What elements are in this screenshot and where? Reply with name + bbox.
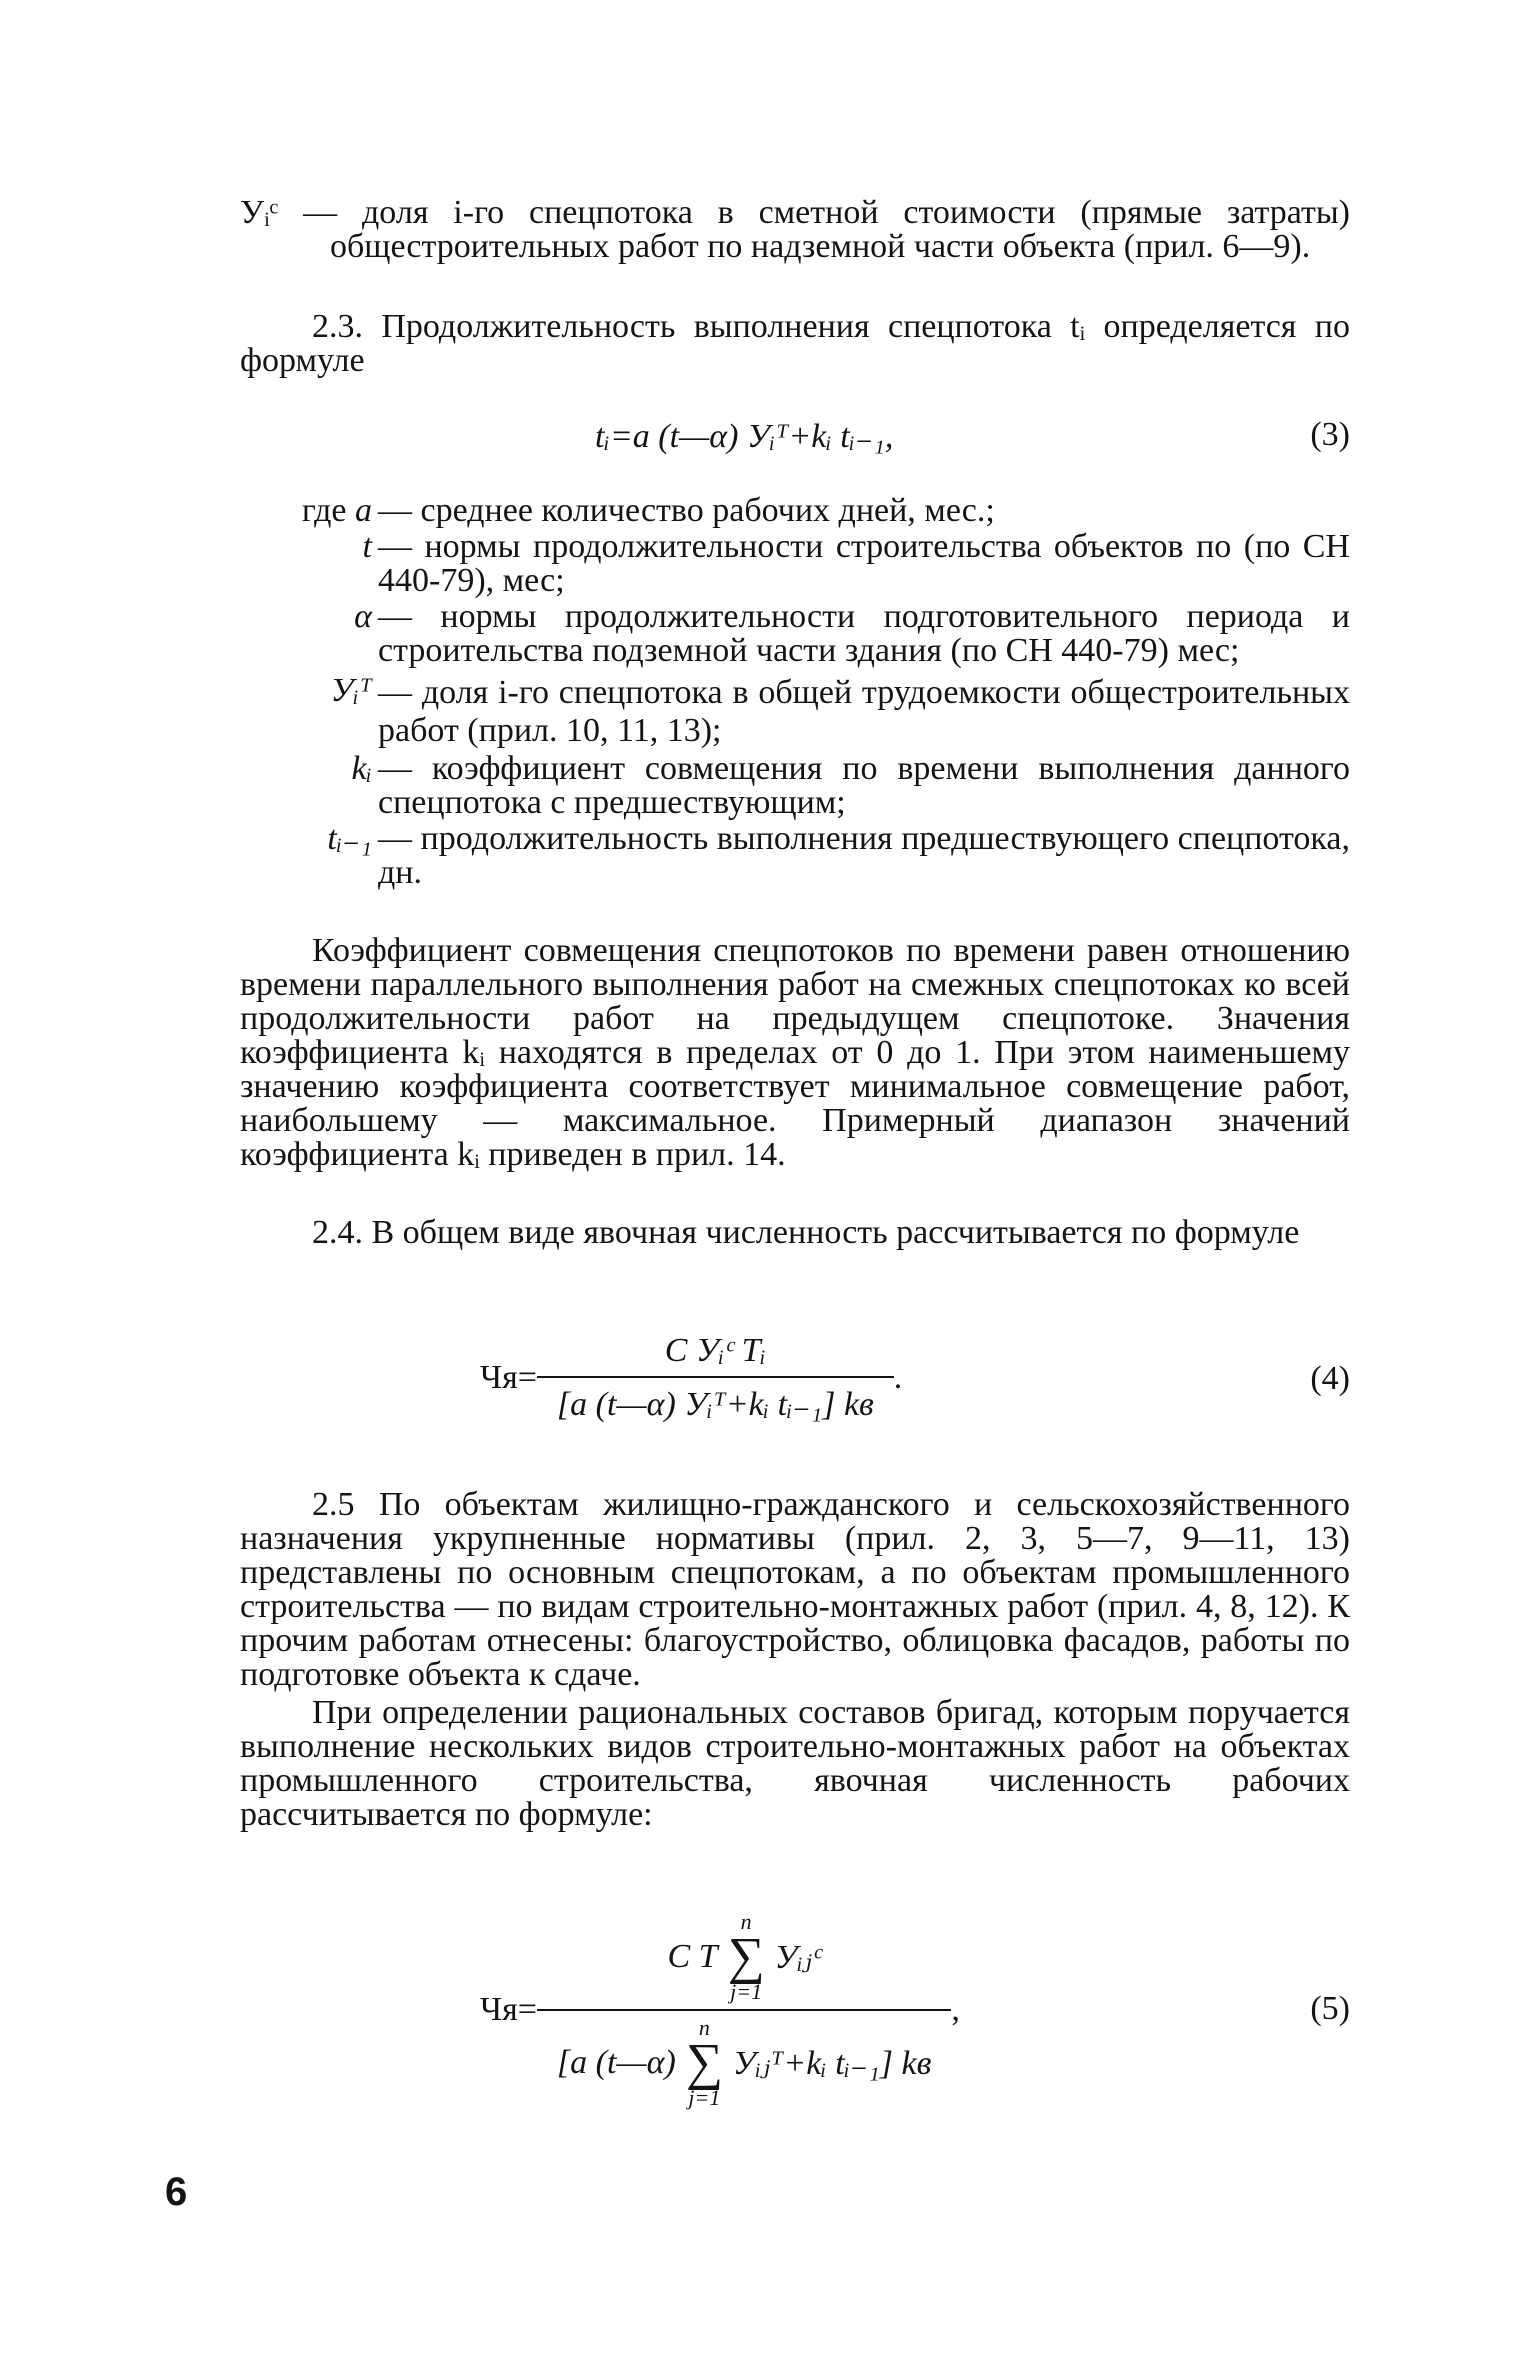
definition-text: — продолжительность выполнения предшествующего спецпотока, дн.: [378, 820, 1350, 891]
definition-row: [240, 752, 1350, 820]
definition-row: [240, 494, 1350, 528]
summation-symbol: n ∑ j=1: [727, 1909, 765, 2004]
formula-5-den-prefix: [a (t—α): [556, 2044, 676, 2081]
formula-5-number: (5): [1310, 1990, 1350, 2027]
formula-5-den-term: Уᵢⱼᵀ+kᵢ tᵢ₋₁] kв: [732, 2045, 932, 2082]
formula-5-num-term: Уᵢⱼᶜ: [774, 1939, 821, 1976]
section-2-5: [240, 1488, 1350, 1692]
definition-text: — нормы продолжительности подготовительного периода и строительства подземной части здания (по СН 440-79) мес;: [378, 598, 1350, 669]
sum-upper-limit: n: [740, 1909, 752, 1934]
formula-3-expression: tᵢ=a (t—α) Уᵢᵀ+kᵢ tᵢ₋₁,: [595, 418, 894, 455]
formula-5-numerator: [647, 1911, 840, 2009]
brigades-paragraph: [240, 1696, 1350, 1832]
formula-4-number: (4): [1310, 1360, 1350, 1397]
coefficient-paragraph: [240, 934, 1350, 1172]
definition-symbol: tᵢ₋₁: [327, 820, 372, 857]
definition-text: — среднее количество рабочих дней, мес.;: [378, 492, 995, 529]
where-label: где: [301, 492, 347, 529]
definition-text: — коэффициент совмещения по времени выполнения данного спецпотока с предшествующим;: [378, 750, 1350, 821]
definition-symbol: Уᵢᵀ: [330, 672, 372, 709]
sum-lower-limit: j=1: [688, 2085, 721, 2110]
sum-lower-limit: j=1: [730, 1979, 763, 2004]
section-2-4-text: 2.4. В общем виде явочная численность рассчитывается по формуле: [312, 1214, 1300, 1251]
definitions-list: [240, 494, 1350, 890]
page-number: 6: [165, 2170, 188, 2214]
formula-5-num-prefix: С T: [667, 1938, 718, 1975]
formula-5-denominator: [537, 2009, 951, 2109]
definition-row: [240, 822, 1350, 890]
definition-row: [240, 674, 1350, 750]
definition-row: [240, 530, 1350, 598]
formula-4: Чя= $\frac{\text{С Уᵢᶜ Tᵢ}}{\text{[a (t—α) Уᵢᵀ+kᵢ tᵢ₋₁] kв}}$ . (4): [480, 1332, 1350, 1423]
definition-text: — нормы продолжительности строительства объектов по (по СН 440-79), мес;: [378, 528, 1350, 599]
section-2-5-text: 2.5 По объектам жилищно-гражданского и сельскохозяйственного назначения укрупненные нормативы (прил. 2, 3, 5—7, 9—11, 13) представлены по основным спецпотокам, а по объектам промышленного строительства — по видам строительно-монтажных работ (прил. 4, 8, 12). К прочим работам отнесены: благоустройство, облицовка фасадов, работы по подготовке объекта к сдаче.: [240, 1486, 1350, 1693]
definition-symbol: α: [354, 598, 372, 635]
definition-symbol: t: [362, 528, 372, 565]
formula-3-number: (3): [1310, 416, 1350, 453]
definition-text: — доля i-го спецпотока в общей трудоемкости общестроительных работ (прил. 10, 11, 13);: [378, 674, 1350, 749]
formula-5: Чя= С T n ∑ j=1 Уᵢⱼᶜ [a (t—α) n ∑ j=1 Уᵢⱼᵀ+kᵢ tᵢ₋₁] kв , (5): [480, 1909, 1350, 2110]
section-2-3: [240, 310, 1350, 378]
formula-5-lhs: Чя=: [480, 1991, 537, 2028]
section-2-3-text: 2.3. Продолжительность выполнения спецпотока tᵢ определяется по формуле: [240, 308, 1350, 379]
definition-symbol: a: [355, 492, 372, 529]
section-2-4: [240, 1216, 1350, 1250]
intro-definition: [240, 196, 1350, 264]
sum-upper-limit: n: [698, 2015, 710, 2040]
definition-symbol: kᵢ: [351, 750, 372, 787]
coefficient-paragraph-text: Коэффициент совмещения спецпотоков по времени равен отношению времени параллельного выполнения работ на смежных спецпотоках ко всей продолжительности работ на предыдущем спецпотоке. Значения коэффициента kᵢ находятся в пределах от 0 до 1. При этом наименьшему значению коэффициента соответствует минимальное совмещение работ, наибольшему — максимальное. Примерный диапазон значений коэффициента kᵢ приведен в прил. 14.: [240, 932, 1350, 1173]
formula-4-lhs: Чя=: [480, 1359, 537, 1396]
formula-4-denominator: [a (t—α) Уᵢᵀ+kᵢ tᵢ₋₁] kв: [537, 1376, 894, 1424]
brigades-paragraph-text: При определении рациональных составов бригад, которым поручается выполнение нескольких видов строительно-монтажных работ на объектах промышленного строительства, явочная численность рабочих рассчитывается по формуле:: [240, 1694, 1350, 1833]
formula-4-numerator: С Уᵢᶜ Tᵢ: [664, 1332, 766, 1369]
summation-symbol: n ∑ j=1: [685, 2015, 723, 2110]
formula-4-fraction: [537, 1332, 894, 1424]
formula-5-fraction: [537, 1911, 951, 2109]
definition-row: [240, 600, 1350, 668]
intro-definition-text: Уᵢᶜ — доля i-го спецпотока в сметной стоимости (прямые затраты) общестроительных работ по надземной части объекта (прил. 6—9).: [240, 194, 1350, 265]
